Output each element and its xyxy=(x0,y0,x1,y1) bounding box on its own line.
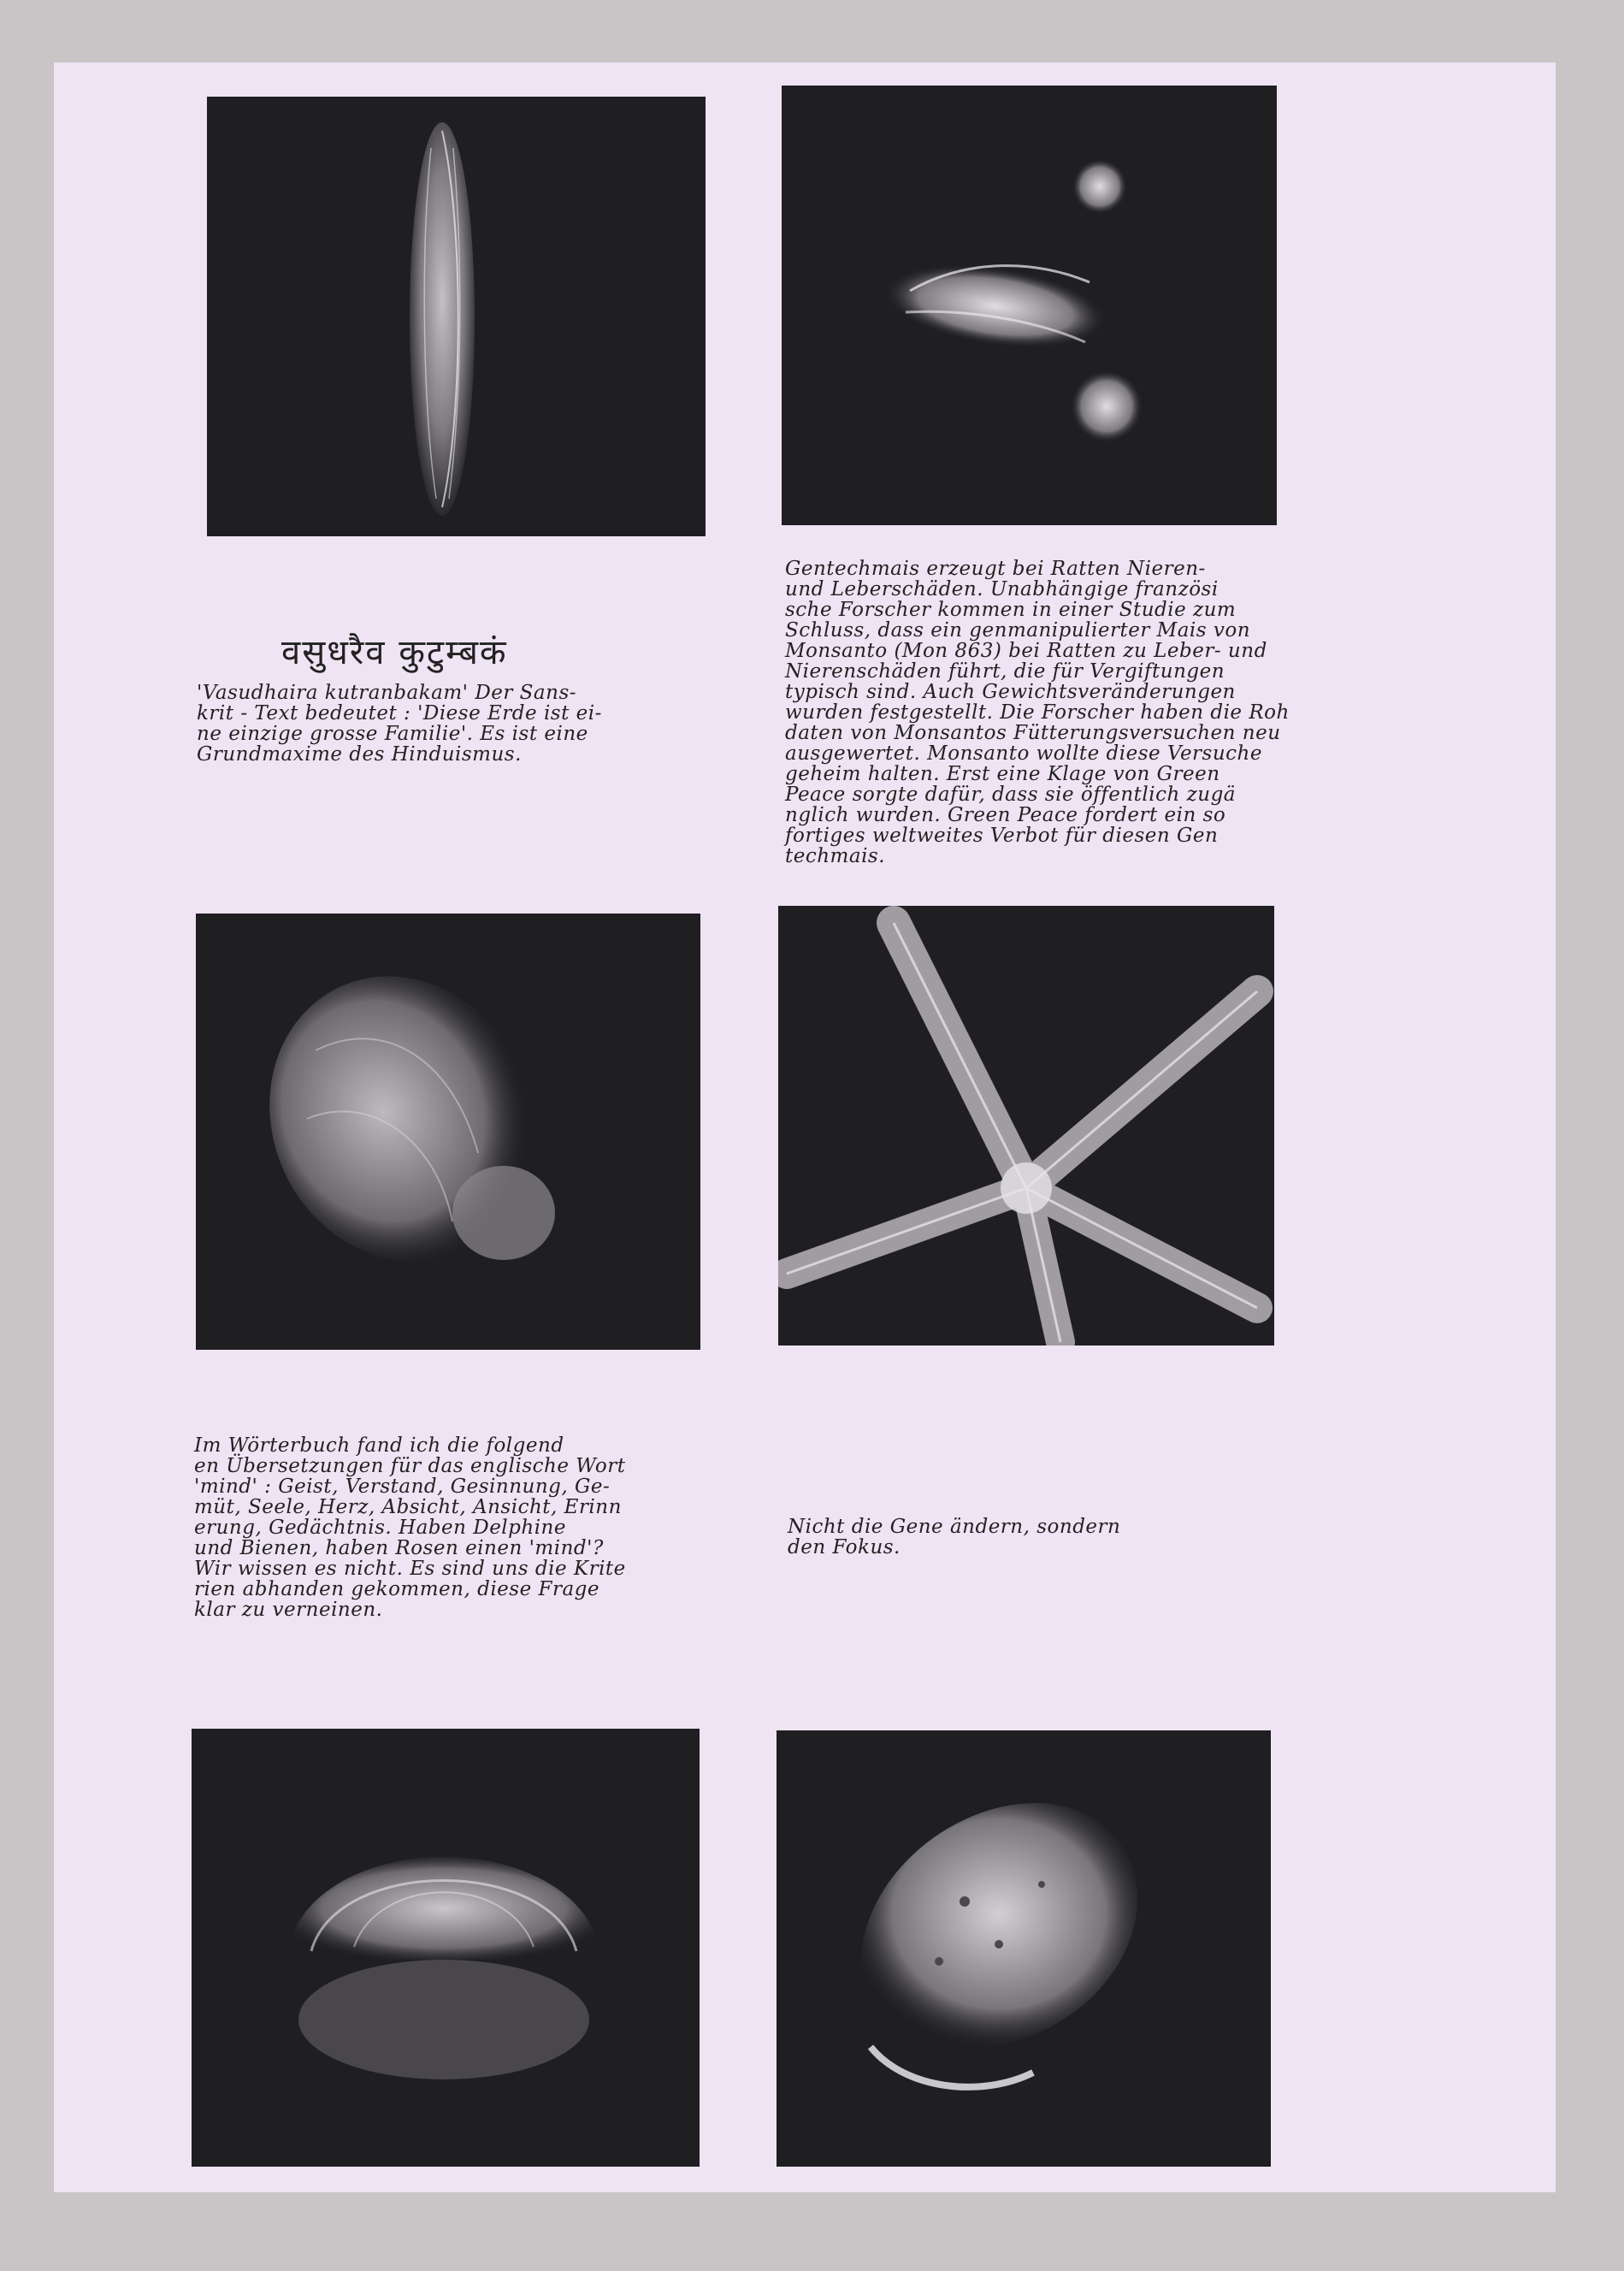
devanagari-title: वसुधरैव कुटुम्बकं xyxy=(281,633,508,672)
dome-image xyxy=(192,1729,700,2167)
grain-elongated-drawing xyxy=(207,97,706,536)
grain-cluster-drawing xyxy=(782,86,1277,525)
sanskrit-note: 'Vasudhaira kutranbakam' Der Sans- krit - Text bedeutet : 'Diese Erde ist ei- ne einzige grosse Familie'. Es ist eine Grundmaxime des Hinduismus. xyxy=(197,682,602,766)
paper-sheet xyxy=(54,62,1556,2192)
gentech-note: Gentechmais erzeugt bei Ratten Nieren- und Leberschäden. Unabhängige französi sche Forscher kommen in einer Studie zum Schluss, dass ein genmanipulierter Mais von Monsanto (Mon 863) bei Ratten zu Leber- und Nierenschäden führt, die für Vergiftungen typisch sind. Auch Gewichtsveränderungen wurden festgestellt. Die Forscher haben die Roh daten von Monsantos Fütterungsversuchen neu ausgewertet. Monsanto wollte diese Versuche geheim halten. Erst eine Klage von Green Peace sorgte dafür, dass sie öffentlich zugä nglich wurden. Green Peace fordert ein so fortiges weltweites Verbot für diesen Gen techmais. xyxy=(785,558,1290,867)
grain-cluster-image xyxy=(782,86,1277,525)
seed-drawing xyxy=(196,914,700,1350)
seed-image xyxy=(196,914,700,1350)
star-image xyxy=(778,906,1274,1345)
mind-note: Im Wörterbuch fand ich die folgend en Übersetzungen für das englische Wort 'mind' : Geist, Verstand, Gesinnung, Ge- müt, Seele, Herz, Absicht, Ansicht, Erinn erung, Gedächtnis. Haben Delphine und Bienen, haben Rosen einen 'mind'? Wir wissen es nicht. Es sind uns die Krite rien abhanden gekommen, diese Frage klar zu verneinen. xyxy=(194,1434,626,1621)
grain-elongated-image xyxy=(207,97,706,536)
bean-drawing xyxy=(777,1730,1271,2167)
bean-image xyxy=(777,1730,1271,2167)
star-drawing xyxy=(778,906,1274,1345)
gene-note: Nicht die Gene ändern, sondern den Fokus. xyxy=(788,1516,1121,1558)
dome-drawing xyxy=(192,1729,700,2167)
